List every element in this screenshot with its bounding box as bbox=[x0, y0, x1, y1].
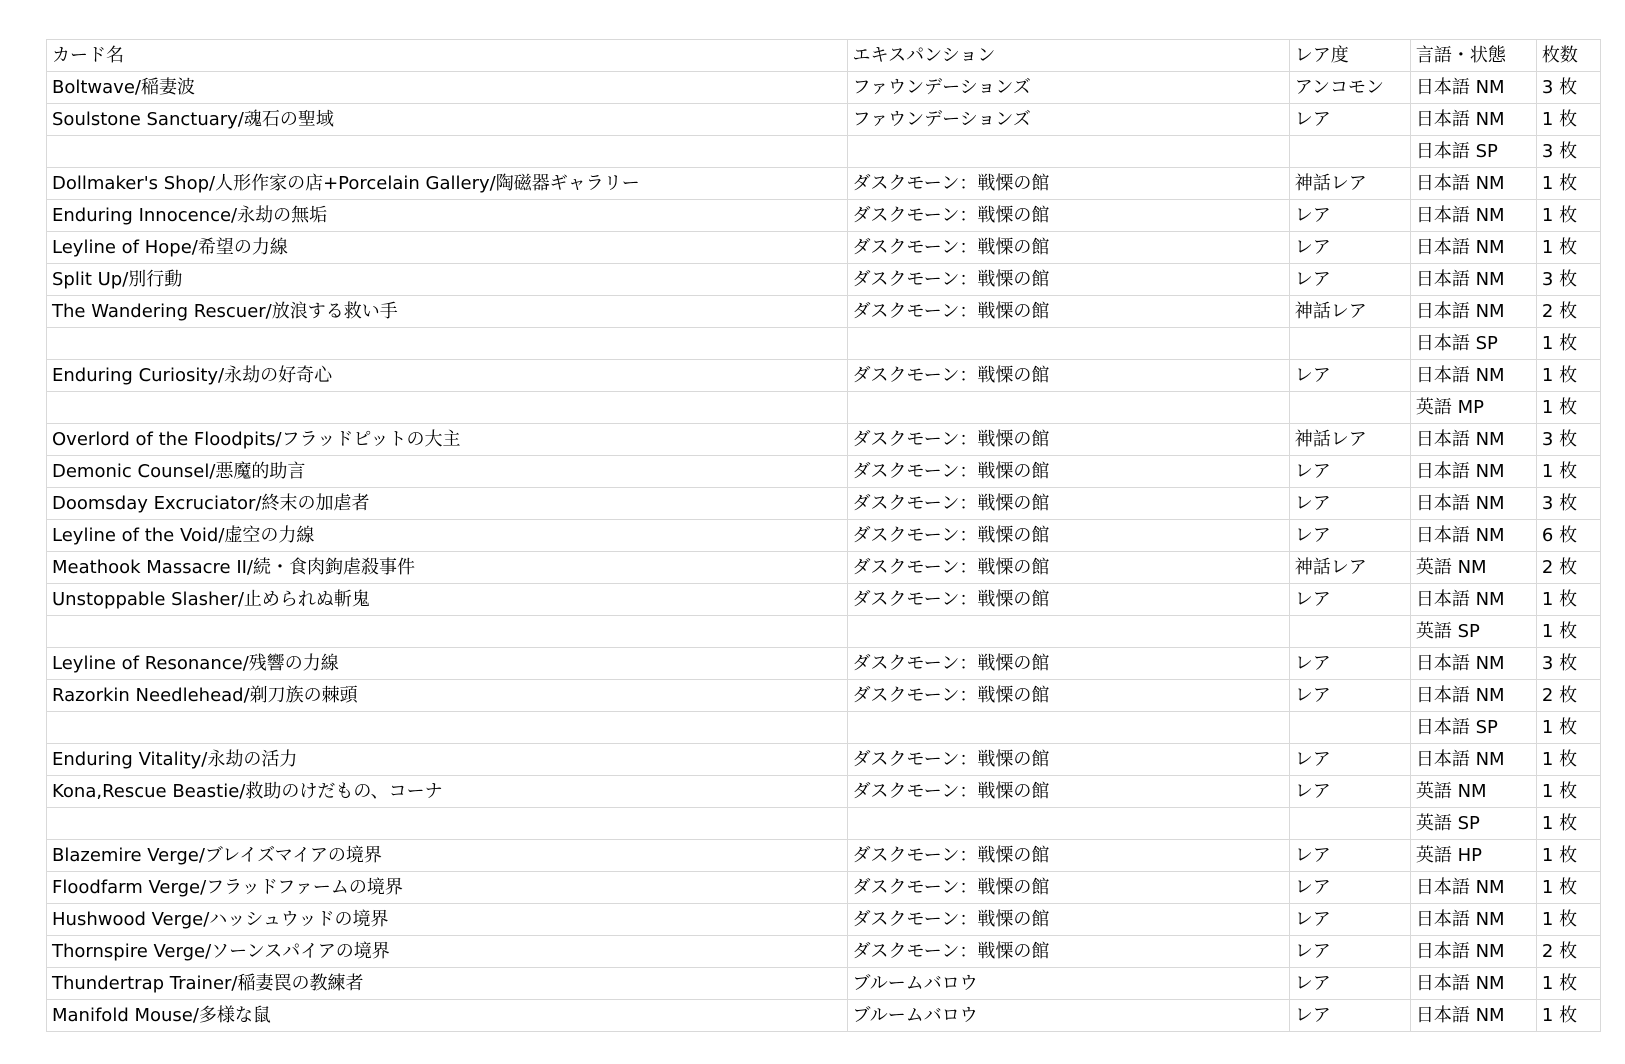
cell-quantity[interactable]: 1 枚 bbox=[1536, 104, 1600, 136]
cell-quantity[interactable]: 1 枚 bbox=[1536, 776, 1600, 808]
cell-card-name[interactable]: Enduring Innocence/永劫の無垢 bbox=[47, 200, 848, 232]
cell-quantity[interactable]: 2 枚 bbox=[1536, 552, 1600, 584]
cell-quantity[interactable]: 1 枚 bbox=[1536, 744, 1600, 776]
cell-language-condition[interactable]: 英語 NM bbox=[1410, 552, 1536, 584]
cell-expansion[interactable]: ブルームバロウ bbox=[847, 968, 1289, 1000]
cell-card-name[interactable] bbox=[47, 136, 848, 168]
cell-quantity[interactable]: 1 枚 bbox=[1536, 712, 1600, 744]
cell-quantity[interactable]: 6 枚 bbox=[1536, 520, 1600, 552]
table-body bbox=[47, 72, 1601, 1032]
cell-rarity[interactable]: 神話レア bbox=[1289, 296, 1410, 328]
cell-rarity[interactable]: レア bbox=[1289, 488, 1410, 520]
cell-quantity[interactable]: 3 枚 bbox=[1536, 72, 1600, 104]
cell-rarity[interactable]: レア bbox=[1289, 264, 1410, 296]
table-row[interactable] bbox=[47, 744, 1601, 776]
cell-expansion[interactable]: ダスクモーン：戦慄の館 bbox=[847, 680, 1289, 712]
cell-rarity[interactable]: レア bbox=[1289, 904, 1410, 936]
header-card-name: カード名 bbox=[47, 40, 848, 72]
cell-card-name[interactable]: Demonic Counsel/悪魔的助言 bbox=[47, 456, 848, 488]
cell-card-name[interactable]: Soulstone Sanctuary/魂石の聖域 bbox=[47, 104, 848, 136]
cell-expansion[interactable] bbox=[847, 616, 1289, 648]
cell-quantity[interactable]: 1 枚 bbox=[1536, 360, 1600, 392]
cell-language-condition[interactable]: 日本語 NM bbox=[1410, 904, 1536, 936]
cell-expansion[interactable]: ダスクモーン：戦慄の館 bbox=[847, 264, 1289, 296]
table-row[interactable] bbox=[47, 616, 1601, 648]
cell-card-name[interactable] bbox=[47, 616, 848, 648]
cell-language-condition[interactable]: 日本語 NM bbox=[1410, 936, 1536, 968]
table-row[interactable] bbox=[47, 232, 1601, 264]
table-row[interactable] bbox=[47, 296, 1601, 328]
cell-language-condition[interactable]: 日本語 NM bbox=[1410, 968, 1536, 1000]
cell-language-condition[interactable]: 日本語 NM bbox=[1410, 680, 1536, 712]
cell-language-condition[interactable]: 日本語 NM bbox=[1410, 872, 1536, 904]
cell-rarity[interactable]: レア bbox=[1289, 840, 1410, 872]
cell-expansion[interactable]: ダスクモーン：戦慄の館 bbox=[847, 520, 1289, 552]
table-row[interactable] bbox=[47, 840, 1601, 872]
table-row[interactable] bbox=[47, 968, 1601, 1000]
cell-card-name[interactable] bbox=[47, 808, 848, 840]
cell-expansion[interactable]: ダスクモーン：戦慄の館 bbox=[847, 872, 1289, 904]
cell-expansion[interactable]: ファウンデーションズ bbox=[847, 104, 1289, 136]
cell-language-condition[interactable]: 英語 MP bbox=[1410, 392, 1536, 424]
cell-quantity[interactable]: 1 枚 bbox=[1536, 808, 1600, 840]
cell-rarity[interactable]: 神話レア bbox=[1289, 424, 1410, 456]
cell-card-name[interactable]: Split Up/別行動 bbox=[47, 264, 848, 296]
table-row[interactable] bbox=[47, 776, 1601, 808]
cell-language-condition[interactable]: 日本語 NM bbox=[1410, 488, 1536, 520]
cell-rarity[interactable]: 神話レア bbox=[1289, 552, 1410, 584]
cell-language-condition[interactable]: 日本語 SP bbox=[1410, 136, 1536, 168]
cell-quantity[interactable]: 2 枚 bbox=[1536, 680, 1600, 712]
cell-card-name[interactable]: Blazemire Verge/ブレイズマイアの境界 bbox=[47, 840, 848, 872]
cell-quantity[interactable]: 1 枚 bbox=[1536, 1000, 1600, 1032]
cell-rarity[interactable]: レア bbox=[1289, 1000, 1410, 1032]
cell-language-condition[interactable]: 英語 HP bbox=[1410, 840, 1536, 872]
cell-card-name[interactable]: The Wandering Rescuer/放浪する救い手 bbox=[47, 296, 848, 328]
cell-card-name[interactable]: Doomsday Excruciator/終末の加虐者 bbox=[47, 488, 848, 520]
cell-card-name[interactable]: Unstoppable Slasher/止められぬ斬鬼 bbox=[47, 584, 848, 616]
cell-rarity[interactable]: レア bbox=[1289, 232, 1410, 264]
table-row[interactable] bbox=[47, 808, 1601, 840]
table-row[interactable] bbox=[47, 424, 1601, 456]
table-row[interactable] bbox=[47, 904, 1601, 936]
card-inventory-table bbox=[46, 39, 1601, 1032]
cell-language-condition[interactable]: 日本語 NM bbox=[1410, 648, 1536, 680]
cell-quantity[interactable]: 1 枚 bbox=[1536, 584, 1600, 616]
table-row[interactable] bbox=[47, 488, 1601, 520]
cell-expansion[interactable]: ダスクモーン：戦慄の館 bbox=[847, 904, 1289, 936]
cell-rarity[interactable]: レア bbox=[1289, 104, 1410, 136]
cell-card-name[interactable]: Boltwave/稲妻波 bbox=[47, 72, 848, 104]
cell-language-condition[interactable]: 英語 NM bbox=[1410, 776, 1536, 808]
cell-rarity[interactable]: レア bbox=[1289, 584, 1410, 616]
cell-expansion[interactable] bbox=[847, 712, 1289, 744]
cell-quantity[interactable]: 1 枚 bbox=[1536, 616, 1600, 648]
table-row[interactable] bbox=[47, 872, 1601, 904]
cell-expansion[interactable]: ダスクモーン：戦慄の館 bbox=[847, 296, 1289, 328]
cell-language-condition[interactable]: 日本語 NM bbox=[1410, 232, 1536, 264]
table-row[interactable] bbox=[47, 136, 1601, 168]
table-row[interactable] bbox=[47, 648, 1601, 680]
table-row[interactable] bbox=[47, 200, 1601, 232]
cell-language-condition[interactable]: 日本語 NM bbox=[1410, 72, 1536, 104]
cell-language-condition[interactable]: 日本語 NM bbox=[1410, 168, 1536, 200]
cell-quantity[interactable]: 3 枚 bbox=[1536, 648, 1600, 680]
cell-expansion[interactable]: ダスクモーン：戦慄の館 bbox=[847, 360, 1289, 392]
cell-card-name[interactable]: Leyline of Resonance/残響の力線 bbox=[47, 648, 848, 680]
cell-language-condition[interactable]: 日本語 SP bbox=[1410, 712, 1536, 744]
cell-expansion[interactable]: ダスクモーン：戦慄の館 bbox=[847, 648, 1289, 680]
cell-quantity[interactable]: 1 枚 bbox=[1536, 840, 1600, 872]
cell-card-name[interactable]: Overlord of the Floodpits/フラッドピットの大主 bbox=[47, 424, 848, 456]
table-row[interactable] bbox=[47, 680, 1601, 712]
cell-expansion[interactable]: ダスクモーン：戦慄の館 bbox=[847, 552, 1289, 584]
cell-expansion[interactable]: ダスクモーン：戦慄の館 bbox=[847, 488, 1289, 520]
cell-rarity[interactable] bbox=[1289, 616, 1410, 648]
cell-language-condition[interactable]: 日本語 NM bbox=[1410, 360, 1536, 392]
cell-quantity[interactable]: 1 枚 bbox=[1536, 392, 1600, 424]
cell-rarity[interactable] bbox=[1289, 136, 1410, 168]
cell-language-condition[interactable]: 日本語 NM bbox=[1410, 264, 1536, 296]
table-row[interactable] bbox=[47, 552, 1601, 584]
cell-expansion[interactable]: ダスクモーン：戦慄の館 bbox=[847, 776, 1289, 808]
cell-card-name[interactable] bbox=[47, 712, 848, 744]
cell-quantity[interactable]: 3 枚 bbox=[1536, 488, 1600, 520]
table-row[interactable] bbox=[47, 520, 1601, 552]
cell-rarity[interactable]: レア bbox=[1289, 776, 1410, 808]
table-row[interactable] bbox=[47, 1000, 1601, 1032]
cell-rarity[interactable]: レア bbox=[1289, 360, 1410, 392]
cell-card-name[interactable]: Thundertrap Trainer/稲妻罠の教練者 bbox=[47, 968, 848, 1000]
cell-expansion[interactable]: ダスクモーン：戦慄の館 bbox=[847, 840, 1289, 872]
cell-expansion[interactable]: ダスクモーン：戦慄の館 bbox=[847, 424, 1289, 456]
cell-rarity[interactable]: レア bbox=[1289, 648, 1410, 680]
cell-rarity[interactable]: レア bbox=[1289, 872, 1410, 904]
cell-expansion[interactable]: ダスクモーン：戦慄の館 bbox=[847, 936, 1289, 968]
cell-card-name[interactable]: Kona,Rescue Beastie/救助のけだもの、コーナ bbox=[47, 776, 848, 808]
cell-rarity[interactable] bbox=[1289, 808, 1410, 840]
cell-rarity[interactable] bbox=[1289, 328, 1410, 360]
cell-language-condition[interactable]: 日本語 NM bbox=[1410, 296, 1536, 328]
cell-quantity[interactable]: 1 枚 bbox=[1536, 200, 1600, 232]
cell-quantity[interactable]: 3 枚 bbox=[1536, 424, 1600, 456]
table-row[interactable] bbox=[47, 392, 1601, 424]
cell-expansion[interactable]: ダスクモーン：戦慄の館 bbox=[847, 744, 1289, 776]
cell-card-name[interactable]: Enduring Vitality/永劫の活力 bbox=[47, 744, 848, 776]
cell-language-condition[interactable]: 日本語 NM bbox=[1410, 744, 1536, 776]
cell-expansion[interactable]: ダスクモーン：戦慄の館 bbox=[847, 200, 1289, 232]
cell-expansion[interactable] bbox=[847, 136, 1289, 168]
cell-language-condition[interactable]: 英語 SP bbox=[1410, 616, 1536, 648]
cell-expansion[interactable]: ブルームバロウ bbox=[847, 1000, 1289, 1032]
cell-card-name[interactable]: Leyline of the Void/虚空の力線 bbox=[47, 520, 848, 552]
cell-quantity[interactable]: 1 枚 bbox=[1536, 232, 1600, 264]
cell-card-name[interactable]: Razorkin Needlehead/剃刀族の棘頭 bbox=[47, 680, 848, 712]
table-row[interactable] bbox=[47, 456, 1601, 488]
table-row[interactable] bbox=[47, 360, 1601, 392]
cell-quantity[interactable]: 1 枚 bbox=[1536, 968, 1600, 1000]
cell-card-name[interactable]: Hushwood Verge/ハッシュウッドの境界 bbox=[47, 904, 848, 936]
cell-card-name[interactable] bbox=[47, 328, 848, 360]
cell-expansion[interactable]: ダスクモーン：戦慄の館 bbox=[847, 456, 1289, 488]
cell-expansion[interactable] bbox=[847, 392, 1289, 424]
header-quantity: 枚数 bbox=[1536, 40, 1600, 72]
table-row[interactable] bbox=[47, 72, 1601, 104]
cell-card-name[interactable]: Floodfarm Verge/フラッドファームの境界 bbox=[47, 872, 848, 904]
cell-expansion[interactable]: ダスクモーン：戦慄の館 bbox=[847, 168, 1289, 200]
cell-quantity[interactable]: 1 枚 bbox=[1536, 872, 1600, 904]
cell-language-condition[interactable]: 日本語 SP bbox=[1410, 328, 1536, 360]
cell-rarity[interactable]: レア bbox=[1289, 744, 1410, 776]
cell-quantity[interactable]: 2 枚 bbox=[1536, 936, 1600, 968]
cell-language-condition[interactable]: 日本語 NM bbox=[1410, 1000, 1536, 1032]
cell-card-name[interactable]: Thornspire Verge/ソーンスパイアの境界 bbox=[47, 936, 848, 968]
cell-rarity[interactable] bbox=[1289, 392, 1410, 424]
table-row[interactable] bbox=[47, 104, 1601, 136]
cell-card-name[interactable]: Meathook Massacre II/続・食肉鉤虐殺事件 bbox=[47, 552, 848, 584]
table-row[interactable] bbox=[47, 584, 1601, 616]
cell-expansion[interactable]: ダスクモーン：戦慄の館 bbox=[847, 584, 1289, 616]
cell-expansion[interactable] bbox=[847, 328, 1289, 360]
header-rarity: レア度 bbox=[1289, 40, 1410, 72]
cell-language-condition[interactable]: 日本語 NM bbox=[1410, 200, 1536, 232]
cell-card-name[interactable]: Leyline of Hope/希望の力線 bbox=[47, 232, 848, 264]
table-row[interactable] bbox=[47, 936, 1601, 968]
cell-rarity[interactable]: レア bbox=[1289, 968, 1410, 1000]
cell-card-name[interactable]: Enduring Curiosity/永劫の好奇心 bbox=[47, 360, 848, 392]
cell-rarity[interactable]: レア bbox=[1289, 680, 1410, 712]
cell-expansion[interactable]: ファウンデーションズ bbox=[847, 72, 1289, 104]
cell-language-condition[interactable]: 日本語 NM bbox=[1410, 456, 1536, 488]
header-row bbox=[47, 40, 1601, 72]
cell-rarity[interactable]: レア bbox=[1289, 200, 1410, 232]
header-expansion: エキスパンション bbox=[847, 40, 1289, 72]
cell-card-name[interactable]: Dollmaker's Shop/人形作家の店+Porcelain Gallery/陶磁器ギャラリー bbox=[47, 168, 848, 200]
cell-rarity[interactable]: 神話レア bbox=[1289, 168, 1410, 200]
cell-quantity[interactable]: 3 枚 bbox=[1536, 264, 1600, 296]
cell-language-condition[interactable]: 日本語 NM bbox=[1410, 424, 1536, 456]
cell-quantity[interactable]: 2 枚 bbox=[1536, 296, 1600, 328]
table-row[interactable] bbox=[47, 264, 1601, 296]
cell-expansion[interactable] bbox=[847, 808, 1289, 840]
table-row[interactable] bbox=[47, 168, 1601, 200]
cell-language-condition[interactable]: 日本語 NM bbox=[1410, 584, 1536, 616]
header-language-condition: 言語・状態 bbox=[1410, 40, 1536, 72]
cell-card-name[interactable] bbox=[47, 392, 848, 424]
table-row[interactable] bbox=[47, 712, 1601, 744]
card-inventory-sheet bbox=[46, 39, 1601, 1032]
cell-language-condition[interactable]: 日本語 NM bbox=[1410, 520, 1536, 552]
cell-rarity[interactable]: レア bbox=[1289, 936, 1410, 968]
cell-rarity[interactable]: レア bbox=[1289, 456, 1410, 488]
cell-rarity[interactable] bbox=[1289, 712, 1410, 744]
cell-expansion[interactable]: ダスクモーン：戦慄の館 bbox=[847, 232, 1289, 264]
cell-rarity[interactable]: アンコモン bbox=[1289, 72, 1410, 104]
cell-quantity[interactable]: 3 枚 bbox=[1536, 136, 1600, 168]
cell-card-name[interactable]: Manifold Mouse/多様な鼠 bbox=[47, 1000, 848, 1032]
cell-quantity[interactable]: 1 枚 bbox=[1536, 328, 1600, 360]
cell-quantity[interactable]: 1 枚 bbox=[1536, 456, 1600, 488]
cell-quantity[interactable]: 1 枚 bbox=[1536, 168, 1600, 200]
table-row[interactable] bbox=[47, 328, 1601, 360]
cell-quantity[interactable]: 1 枚 bbox=[1536, 904, 1600, 936]
cell-language-condition[interactable]: 日本語 NM bbox=[1410, 104, 1536, 136]
cell-rarity[interactable]: レア bbox=[1289, 520, 1410, 552]
cell-language-condition[interactable]: 英語 SP bbox=[1410, 808, 1536, 840]
